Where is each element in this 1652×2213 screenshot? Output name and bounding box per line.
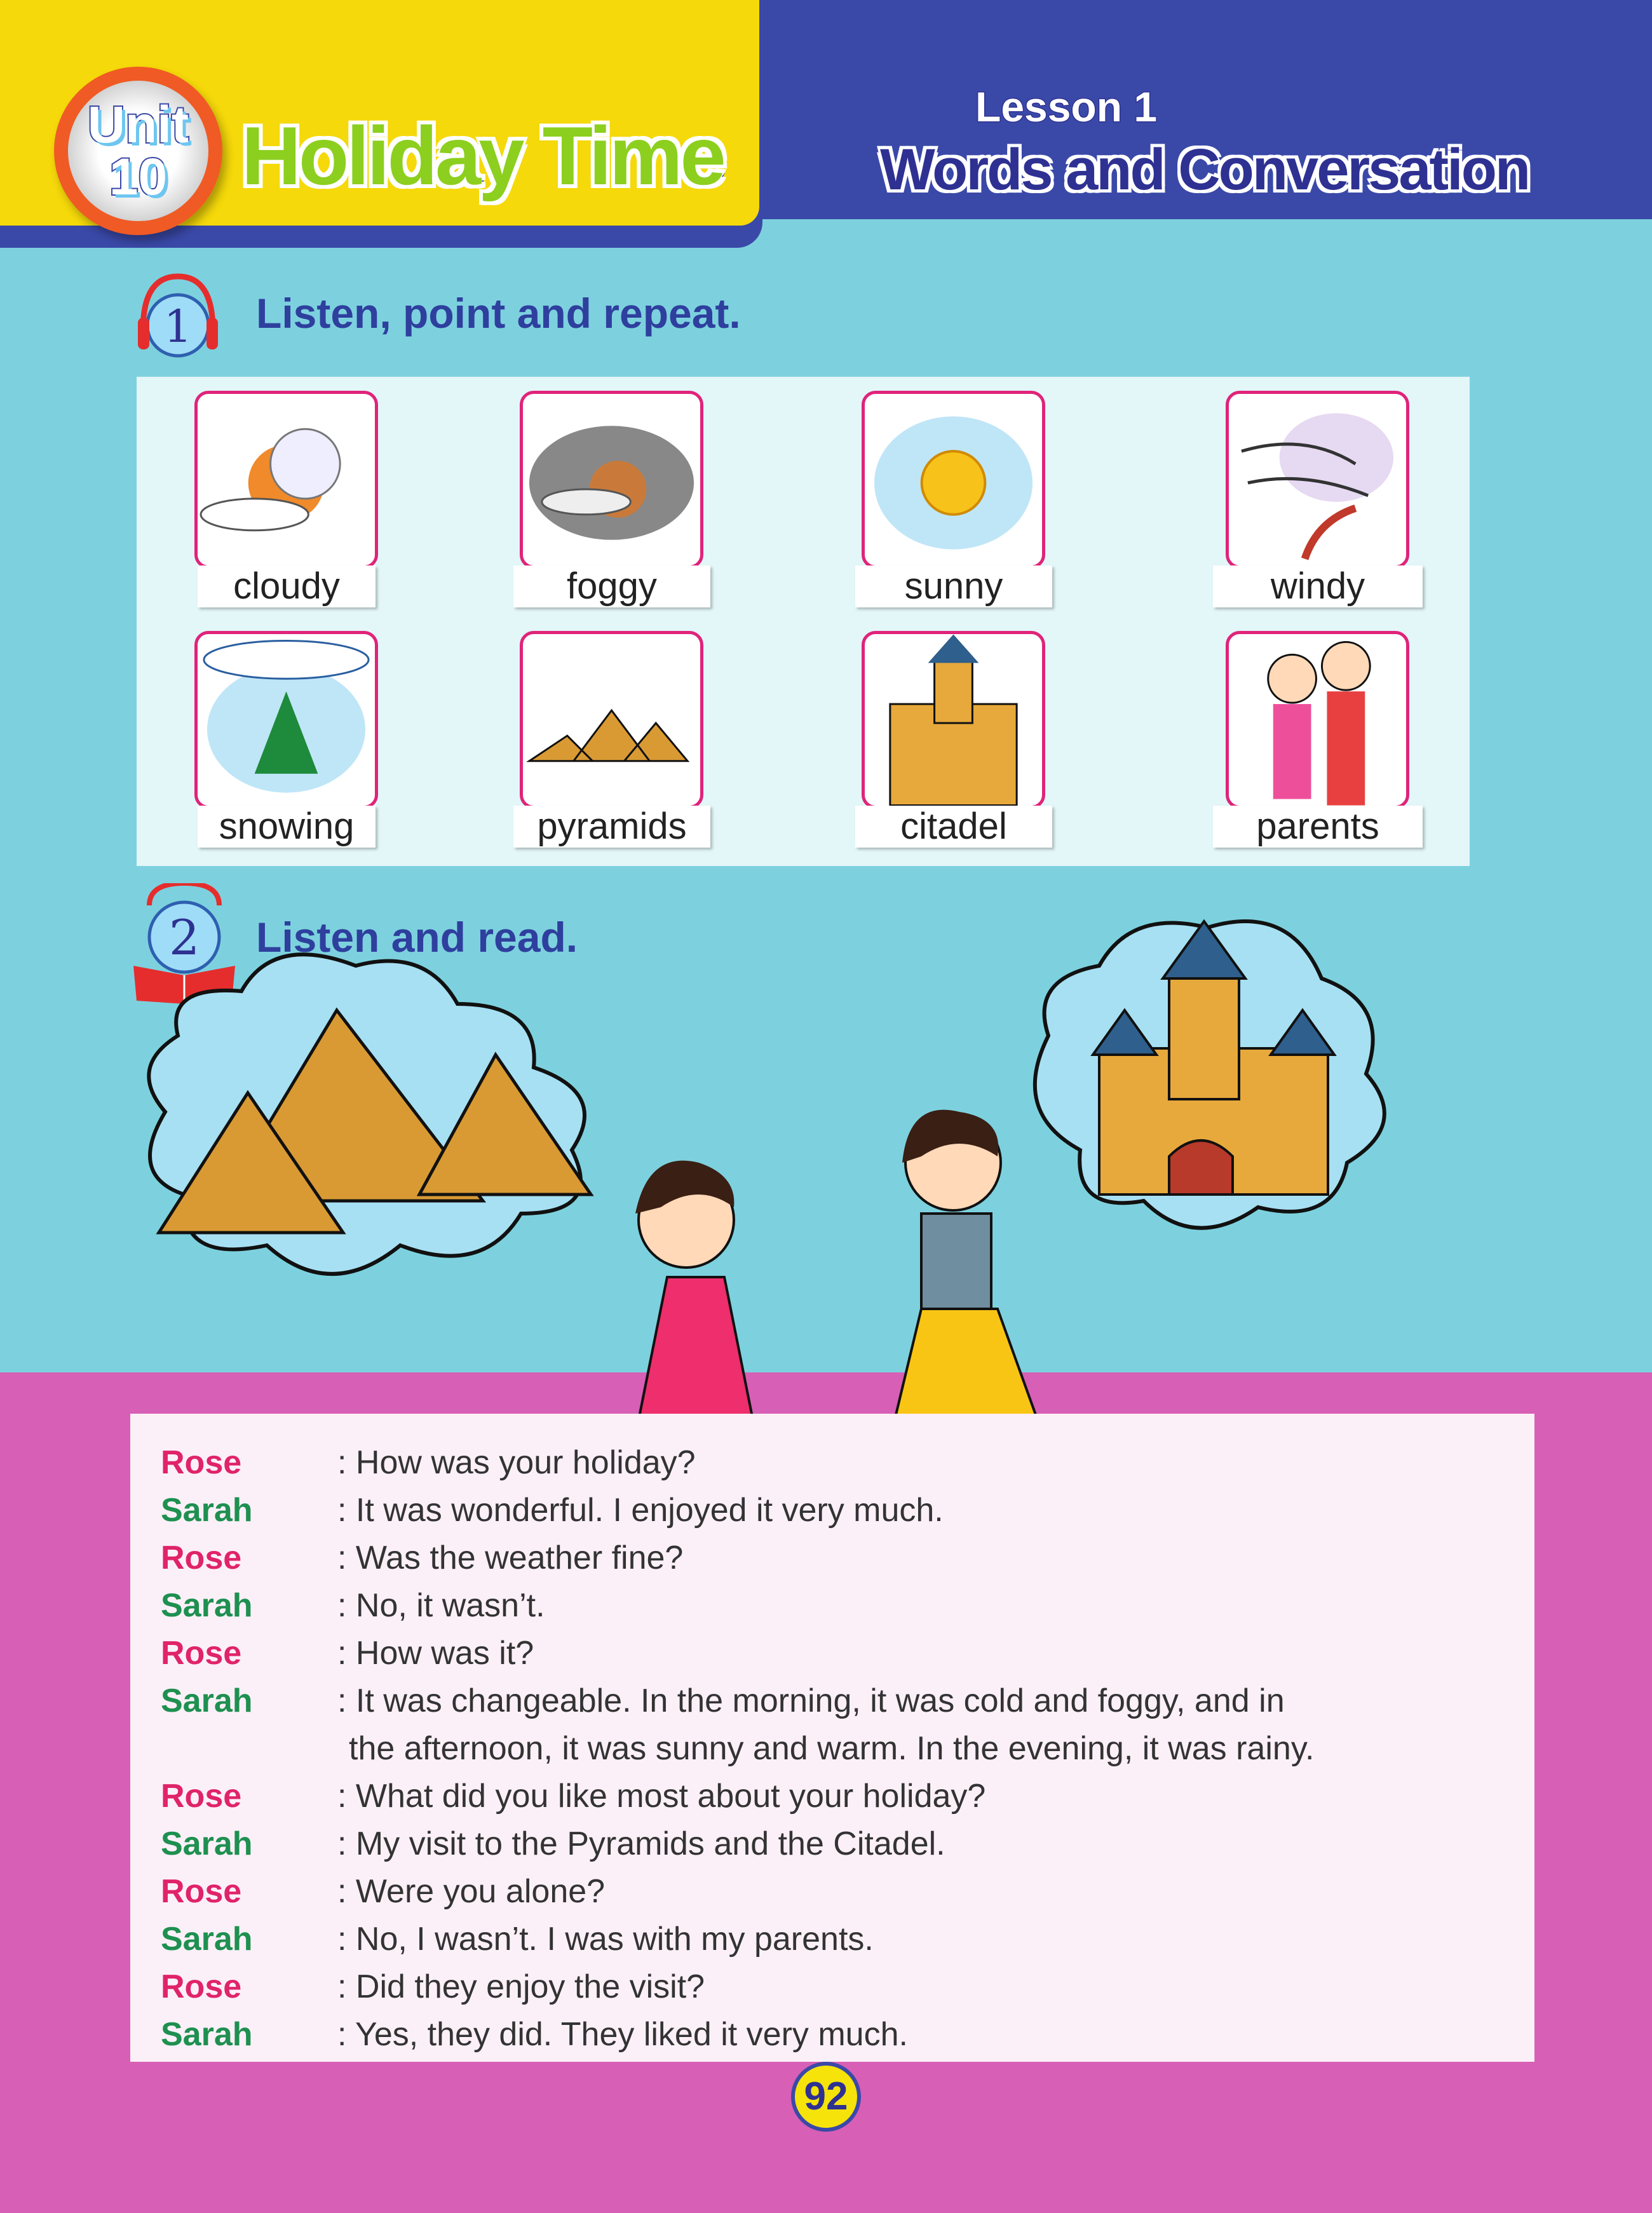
dialog-line [161,1963,705,2011]
unit-title: Holiday Time [241,109,724,202]
speaker-name: Rose [161,1778,242,1815]
speaker-name: Rose [161,1968,242,2005]
dialog-line [161,1820,945,1868]
word-label: parents [1213,806,1423,848]
speaker-name: Sarah [161,1587,253,1624]
unit-number: 10 [109,147,168,206]
word-label: snowing [198,806,376,848]
headphones-icon [130,267,226,362]
dialog-text: : Were you alone? [337,1873,606,1910]
dialog-box [130,1414,1534,2062]
dialog-line [161,2011,908,2059]
pyramids-picture [520,631,703,809]
citadel-thought-cloud [1035,921,1385,1228]
speaker-name: Sarah [161,1825,253,1862]
page-number: 92 [791,2062,861,2132]
parents-picture [1226,631,1409,809]
dialog-text: the afternoon, it was sunny and warm. In the evening, it was rainy. [349,1730,1315,1767]
dialog-text: : Was the weather fine? [337,1540,684,1576]
unit-badge [54,67,222,235]
svg-text:2: 2 [168,909,200,966]
dialog-text: : How was it? [337,1635,534,1672]
dialog-text: : No, I wasn’t. I was with my parents. [337,1921,874,1958]
word-label: citadel [855,806,1052,848]
word-label: sunny [855,565,1052,607]
dialog-line [161,1773,985,1820]
snowing-picture [194,631,378,809]
dialog-line [161,1582,545,1630]
citadel-picture [862,631,1045,809]
speaker-name: Rose [161,1635,242,1672]
dialog-line [161,1868,605,1916]
dialog-text: : Yes, they did. They liked it very much. [337,2016,908,2053]
dialog-line [161,1439,696,1487]
dialog-text: : No, it wasn’t. [337,1587,545,1624]
lesson-title: Words and Conversation [880,137,1529,202]
foggy-picture [520,391,703,569]
word-label: windy [1213,565,1423,607]
dialog-text: : How was your holiday? [337,1444,696,1481]
sunny-picture [862,391,1045,569]
speaker-name: Sarah [161,1921,253,1958]
dialog-text: : It was changeable. In the morning, it was cold and foggy, and in [337,1682,1285,1719]
dialog-line [161,1487,944,1534]
section-2-title: Listen and read. [256,914,578,961]
speaker-name: Sarah [161,1682,253,1719]
speaker-name: Sarah [161,1492,253,1529]
speaker-name: Rose [161,1873,242,1910]
dialog-line [161,1630,534,1677]
unit-label: Unit [87,95,189,154]
cloudy-picture [194,391,378,569]
dialog-line [161,1534,683,1582]
dialog-text: : Did they enjoy the visit? [337,1968,705,2005]
dialog-text: : My visit to the Pyramids and the Citadel. [337,1825,945,1862]
speaker-name: Rose [161,1444,242,1481]
dialog-line [161,1916,874,1963]
dialog-line [161,1725,1314,1773]
svg-text:1: 1 [163,301,193,353]
lesson-number: Lesson 1 [975,83,1158,130]
section-1-title: Listen, point and repeat. [256,290,741,337]
speaker-name: Rose [161,1540,242,1576]
word-label: foggy [513,565,710,607]
pyramids-thought-cloud [149,954,591,1274]
word-label: cloudy [198,565,376,607]
dialog-line [161,1677,1285,1725]
word-label: pyramids [513,806,710,848]
dialog-text: : It was wonderful. I enjoyed it very much. [337,1492,944,1529]
dialog-text: : What did you like most about your holiday? [337,1778,986,1815]
speaker-name: Sarah [161,2016,253,2053]
windy-picture [1226,391,1409,569]
